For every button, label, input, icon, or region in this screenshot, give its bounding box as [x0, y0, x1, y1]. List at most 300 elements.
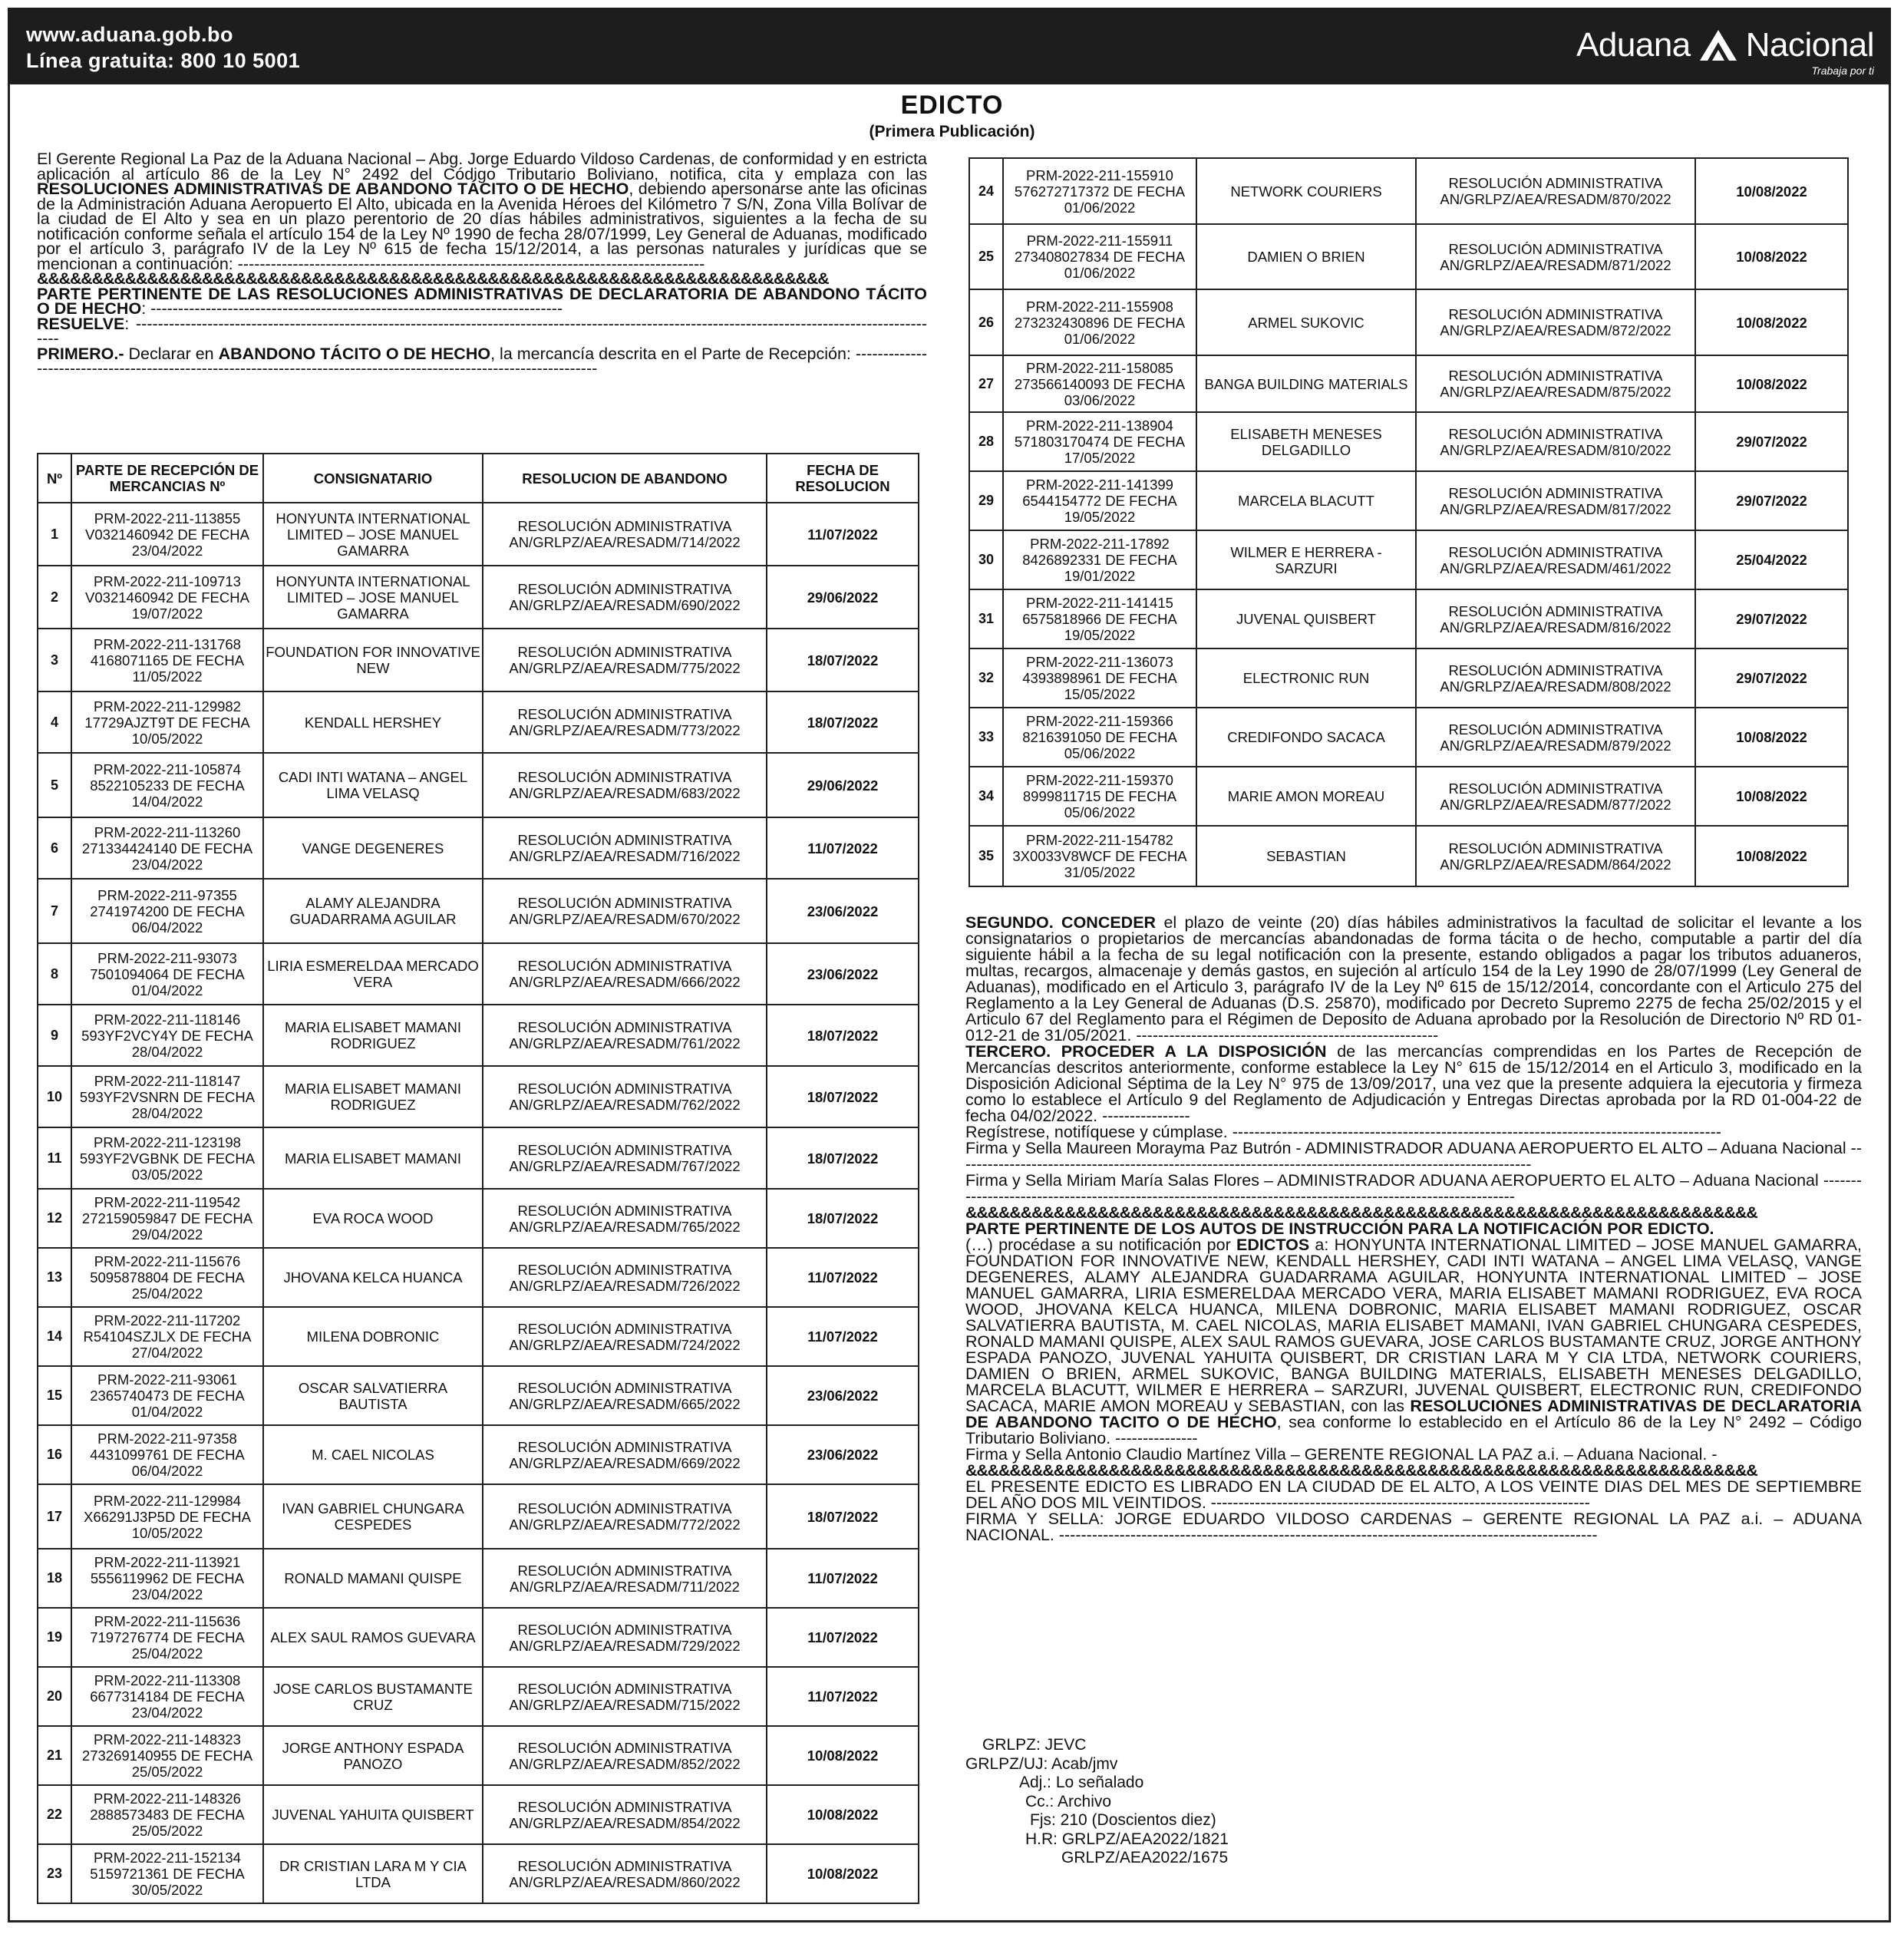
cell-consignatario: JOSE CARLOS BUSTAMANTE CRUZ: [263, 1667, 483, 1726]
sig-line: GRLPZ/AEA2022/1675: [1061, 1849, 1229, 1866]
col-header-resolucion: RESOLUCION DE ABANDONO: [483, 454, 767, 503]
cell-resolucion: [483, 1549, 767, 1608]
cell-fecha: 10/08/2022: [1695, 826, 1848, 886]
resolucion-type: RESOLUCIÓN ADMINISTRATIVA: [517, 1320, 732, 1337]
resolucion-number: AN/GRLPZ/AEA/RESADM/775/2022: [509, 660, 741, 676]
col-header-parte: PARTE DE RECEPCIÓN DE MERCANCIAS Nº: [71, 454, 263, 503]
cell-consignatario: BANGA BUILDING MATERIALS: [1196, 355, 1416, 412]
cell-number: 4: [38, 691, 71, 753]
resolucion-type: RESOLUCIÓN ADMINISTRATIVA: [517, 1621, 732, 1638]
resolucion-type: RESOLUCIÓN ADMINISTRATIVA: [517, 644, 732, 660]
cell-resolucion: [483, 879, 767, 943]
resolucion-number: AN/GRLPZ/AEA/RESADM/879/2022: [1440, 737, 1671, 754]
cell-resolucion: [483, 1248, 767, 1307]
table-row: [38, 879, 919, 943]
cell-number: 15: [38, 1366, 71, 1425]
firma-line-2: Firma y Sella Miriam María Salas Flores – ADMINISTRADOR ADUANA AEROPUERTO EL ALTO – Aduana Nacional -----------------------------------------------------------------------------------------------------------: [965, 1171, 1862, 1206]
table-row: [38, 1366, 919, 1425]
cell-number: 31: [969, 589, 1003, 649]
cell-fecha: 29/07/2022: [1695, 412, 1848, 471]
cell-number: 17: [38, 1484, 71, 1549]
resolucion-type: RESOLUCIÓN ADMINISTRATIVA: [1448, 780, 1663, 797]
sig-line: GRLPZ/UJ: Acab/jmv: [965, 1754, 1118, 1773]
cell-fecha: 29/07/2022: [1695, 471, 1848, 530]
resolucion-number: AN/GRLPZ/AEA/RESADM/683/2022: [509, 785, 741, 801]
table-row: [969, 649, 1848, 708]
cell-fecha: 10/08/2022: [1695, 224, 1848, 289]
resolucion-number: AN/GRLPZ/AEA/RESADM/669/2022: [509, 1454, 741, 1471]
header-bar: [8, 8, 1891, 84]
cell-number: 13: [38, 1248, 71, 1307]
resolucion-type: RESOLUCIÓN ADMINISTRATIVA: [517, 1379, 732, 1396]
table-header-row: [38, 454, 919, 503]
intro-paragraph: El Gerente Regional La Paz de la Aduana Nacional – Abg. Jorge Eduardo Vildoso Cardenas, de conformidad y en estricta aplicación al artículo 86 de la Ley N° 2492 del Código Tributario Boliviano, notifica, cita y emplaza con las RESOLUCIONES ADMINISTRATIVAS DE ABANDONO TÁCITO O DE HECHO, debiendo apersonarse ante las oficinas de la Administración Aduana Aeropuerto El Alto, ubicada en la Avenida Héroes del Kilómetro 7 S/N, Zona Villa Bolívar de la ciudad de El Alto y sea en un plazo perentorio de 20 días hábiles administrativos, siguientes a la fecha de su notificación conforme señala el artículo 154 de la Ley Nº 1990 de fecha 28/07/1999, Ley General de Aduanas, modificado por el artículo 3, parágrafo IV de la Ley Nº 615 de fecha 15/12/2014, a las personas naturales y jurídicas que se mencionan a continuación: -------------------------------------------------------------------------------------: [37, 150, 927, 273]
firma-final: FIRMA Y SELLA: JORGE EDUARDO VILDOSO CARDENAS – GERENTE REGIONAL LA PAZ a.i. – ADUANA NACIONAL. --------------------------------------------------------------------------------------------------: [965, 1510, 1862, 1544]
table-row: [969, 289, 1848, 355]
signature-block: [965, 1736, 1229, 1868]
resolucion-type: RESOLUCIÓN ADMINISTRATIVA: [1448, 175, 1663, 191]
cell-fecha: 18/07/2022: [767, 1127, 919, 1189]
cell-parte-recepcion: PRM-2022-211-109713 V0321460942 DE FECHA 19/07/2022: [71, 566, 263, 629]
cell-parte-recepcion: PRM-2022-211-97358 4431099761 DE FECHA 06/04/2022: [71, 1425, 263, 1484]
cell-number: 33: [969, 708, 1003, 767]
cell-number: 8: [38, 943, 71, 1005]
cell-parte-recepcion: PRM-2022-211-105874 8522105233 DE FECHA 14/04/2022: [71, 753, 263, 817]
cell-consignatario: CREDIFONDO SACACA: [1196, 708, 1416, 767]
cell-consignatario: M. CAEL NICOLAS: [263, 1425, 483, 1484]
logo-mark-icon: [1697, 28, 1740, 62]
table-row: [38, 1005, 919, 1066]
cell-consignatario: CADI INTI WATANA – ANGEL LIMA VELASQ: [263, 753, 483, 817]
cell-number: 7: [38, 879, 71, 943]
cell-parte-recepcion: PRM-2022-211-113260 271334424140 DE FECHA 23/04/2022: [71, 817, 263, 879]
cell-fecha: 10/08/2022: [767, 1785, 919, 1844]
table-row: [969, 708, 1848, 767]
cell-parte-recepcion: PRM-2022-211-131768 4168071165 DE FECHA 11/05/2022: [71, 629, 263, 691]
cell-number: 24: [969, 158, 1003, 224]
resolucion-number: AN/GRLPZ/AEA/RESADM/765/2022: [509, 1218, 741, 1235]
resolucion-type: RESOLUCIÓN ADMINISTRATIVA: [517, 1438, 732, 1455]
resolucion-number: AN/GRLPZ/AEA/RESADM/729/2022: [509, 1637, 741, 1654]
resolucion-number: AN/GRLPZ/AEA/RESADM/714/2022: [509, 534, 741, 550]
cell-consignatario: JHOVANA KELCA HUANCA: [263, 1248, 483, 1307]
cell-parte-recepcion: PRM-2022-211-129984 X66291J3P5D DE FECHA 10/05/2022: [71, 1484, 263, 1549]
cell-fecha: 23/06/2022: [767, 943, 919, 1005]
table-row: [38, 753, 919, 817]
cell-resolucion: [483, 1608, 767, 1667]
cell-parte-recepcion: PRM-2022-211-97355 2741974200 DE FECHA 06/04/2022: [71, 879, 263, 943]
cell-fecha: 23/06/2022: [767, 1425, 919, 1484]
table-row: [38, 1844, 919, 1903]
cell-parte-recepcion: PRM-2022-211-17892 8426892331 DE FECHA 19/01/2022: [1003, 530, 1196, 589]
cell-resolucion: [1416, 471, 1695, 530]
resolucion-type: RESOLUCIÓN ADMINISTRATIVA: [517, 832, 732, 848]
table-row: [38, 503, 919, 566]
cell-fecha: 10/08/2022: [767, 1844, 919, 1903]
cell-number: 12: [38, 1189, 71, 1248]
cell-fecha: 10/08/2022: [1695, 708, 1848, 767]
resolucion-type: RESOLUCIÓN ADMINISTRATIVA: [517, 1019, 732, 1035]
col-header-fecha: FECHA DE RESOLUCION: [767, 454, 919, 503]
table-right: [968, 157, 1849, 887]
cell-parte-recepcion: PRM-2022-211-158085 273566140093 DE FECHA 03/06/2022: [1003, 355, 1196, 412]
cell-number: 25: [969, 224, 1003, 289]
cell-consignatario: KENDALL HERSHEY: [263, 691, 483, 753]
sig-line: GRLPZ: JEVC: [982, 1736, 1087, 1754]
table-row: [38, 1307, 919, 1366]
cell-consignatario: OSCAR SALVATIERRA BAUTISTA: [263, 1366, 483, 1425]
cell-resolucion: [483, 1127, 767, 1189]
resolucion-type: RESOLUCIÓN ADMINISTRATIVA: [1448, 425, 1663, 442]
cell-parte-recepcion: PRM-2022-211-155911 273408027834 DE FECHA 01/06/2022: [1003, 224, 1196, 289]
cell-resolucion: [1416, 767, 1695, 826]
cell-resolucion: [483, 943, 767, 1005]
cell-resolucion: [483, 817, 767, 879]
resolucion-number: AN/GRLPZ/AEA/RESADM/864/2022: [1440, 856, 1671, 873]
cell-parte-recepcion: PRM-2022-211-117202 R54104SZJLX DE FECHA 27/04/2022: [71, 1307, 263, 1366]
cell-number: 22: [38, 1785, 71, 1844]
cell-resolucion: [1416, 224, 1695, 289]
cell-parte-recepcion: PRM-2022-211-123198 593YF2VGBNK DE FECHA 03/05/2022: [71, 1127, 263, 1189]
sig-line: Adj.: Lo señalado: [1019, 1774, 1144, 1791]
table-row: [38, 566, 919, 629]
resolucion-type: RESOLUCIÓN ADMINISTRATIVA: [1448, 543, 1663, 560]
cell-parte-recepcion: PRM-2022-211-118147 593YF2VSNRN DE FECHA 28/04/2022: [71, 1066, 263, 1127]
cell-fecha: 11/07/2022: [767, 1608, 919, 1667]
sig-line: Cc.: Archivo: [1025, 1792, 1112, 1810]
table-row: [969, 589, 1848, 649]
cell-fecha: 29/06/2022: [767, 566, 919, 629]
cell-consignatario: SEBASTIAN: [1196, 826, 1416, 886]
cell-number: 3: [38, 629, 71, 691]
resolucion-number: AN/GRLPZ/AEA/RESADM/854/2022: [509, 1814, 741, 1831]
resolucion-type: RESOLUCIÓN ADMINISTRATIVA: [1448, 484, 1663, 501]
cell-consignatario: MARIA ELISABET MAMANI: [263, 1127, 483, 1189]
cell-fecha: 10/08/2022: [1695, 158, 1848, 224]
cell-fecha: 11/07/2022: [767, 1549, 919, 1608]
resolucion-number: AN/GRLPZ/AEA/RESADM/872/2022: [1440, 322, 1671, 338]
cell-number: 9: [38, 1005, 71, 1066]
header-contact: [26, 21, 300, 74]
ampersand-separator-2: &&&&&&&&&&&&&&&&&&&&&&&&&&&&&&&&&&&&&&&&&&&&&&&&&&&&&&&&&&&&&&&&&&&&&&&&: [965, 1205, 1757, 1221]
cell-resolucion: [483, 566, 767, 629]
resolucion-number: AN/GRLPZ/AEA/RESADM/670/2022: [509, 911, 741, 927]
cell-resolucion: [483, 629, 767, 691]
cell-parte-recepcion: PRM-2022-211-159366 8216391050 DE FECHA 05/06/2022: [1003, 708, 1196, 767]
resolucion-number: AN/GRLPZ/AEA/RESADM/461/2022: [1440, 559, 1671, 576]
cell-parte-recepcion: PRM-2022-211-152134 5159721361 DE FECHA 30/05/2022: [71, 1844, 263, 1903]
table-row: [38, 1484, 919, 1549]
cell-number: 14: [38, 1307, 71, 1366]
document-subtitle: (Primera Publicación): [869, 123, 1035, 140]
cell-number: 28: [969, 412, 1003, 471]
parte-pertinente-heading: PARTE PERTINENTE DE LAS RESOLUCIONES ADMINISTRATIVAS DE DECLARATORIA DE ABANDONO TÁCITO O DE HECHO: ---------------------------------------------------------------------------: [37, 284, 927, 318]
table-row: [38, 1726, 919, 1785]
resolucion-type: RESOLUCIÓN ADMINISTRATIVA: [1448, 721, 1663, 738]
cell-parte-recepcion: PRM-2022-211-136073 4393898961 DE FECHA 15/05/2022: [1003, 649, 1196, 708]
cell-parte-recepcion: PRM-2022-211-141399 6544154772 DE FECHA 19/05/2022: [1003, 471, 1196, 530]
resolucion-type: RESOLUCIÓN ADMINISTRATIVA: [517, 1857, 732, 1874]
cell-number: 6: [38, 817, 71, 879]
cell-parte-recepcion: PRM-2022-211-148326 2888573483 DE FECHA 25/05/2022: [71, 1785, 263, 1844]
cell-fecha: 25/04/2022: [1695, 530, 1848, 589]
cell-resolucion: [1416, 708, 1695, 767]
table-row: [38, 1608, 919, 1667]
table-row: [38, 691, 919, 753]
autos-heading: PARTE PERTINENTE DE LOS AUTOS DE INSTRUCCIÓN PARA LA NOTIFICACIÓN POR EDICTO.: [965, 1219, 1714, 1238]
resolucion-type: RESOLUCIÓN ADMINISTRATIVA: [517, 1798, 732, 1815]
table-row: [969, 530, 1848, 589]
resolucion-type: RESOLUCIÓN ADMINISTRATIVA: [517, 1562, 732, 1579]
resolucion-type: RESOLUCIÓN ADMINISTRATIVA: [517, 1261, 732, 1278]
segundo-paragraph: SEGUNDO. CONCEDER el plazo de veinte (20) días hábiles administrativos la facultad de solicitar el levante a los consignatarios o propietarios de mercancías abandonadas de forma tácita o de hecho, computable a partir del día siguiente hábil a la fecha de su legal notificación con la presente, estando obligados a pagar los tributos aduaneros, multas, recargos, almacenaje y demás gastos, en sujeción al artículo 154 de la Ley 1990 de 28/07/1999 (Ley General de Aduanas), modificado en el Articulo 3, parágrafo IV de la Ley Nº 615 de 15/12/2014, concordante con el Articulo 275 del Reglamento a la Ley General de Aduanas (D.S. 25870), modificado por Decreto Supremo 2275 de fecha 25/02/2015 y el Articulo 67 del Reglamento para el Régimen de Deposito de Aduana aprobado por la Resolución de Directorio Nº RD 01-012-21 de 31/05/2021. -------------------------------------------------------: [965, 913, 1862, 1045]
cell-consignatario: MARIE AMON MOREAU: [1196, 767, 1416, 826]
resolucion-number: AN/GRLPZ/AEA/RESADM/871/2022: [1440, 256, 1671, 273]
table-row: [38, 817, 919, 879]
resolucion-number: AN/GRLPZ/AEA/RESADM/808/2022: [1440, 678, 1671, 695]
cell-parte-recepcion: PRM-2022-211-119542 272159059847 DE FECHA 29/04/2022: [71, 1189, 263, 1248]
cell-fecha: 29/06/2022: [767, 753, 919, 817]
registrese-line: Regístrese, notifíquese y cúmplase. -----------------------------------------------------------------------------------------: [965, 1123, 1721, 1141]
table-row: [38, 1248, 919, 1307]
resolucion-type: RESOLUCIÓN ADMINISTRATIVA: [517, 1500, 732, 1517]
cell-fecha: 11/07/2022: [767, 817, 919, 879]
cell-number: 18: [38, 1549, 71, 1608]
resolucion-type: RESOLUCIÓN ADMINISTRATIVA: [1448, 368, 1663, 384]
cell-parte-recepcion: PRM-2022-211-93073 7501094064 DE FECHA 01/04/2022: [71, 943, 263, 1005]
cell-resolucion: [483, 1726, 767, 1785]
cell-resolucion: [1416, 158, 1695, 224]
resolucion-type: RESOLUCIÓN ADMINISTRATIVA: [517, 958, 732, 974]
resolucion-number: AN/GRLPZ/AEA/RESADM/690/2022: [509, 597, 741, 613]
resolucion-type: RESOLUCIÓN ADMINISTRATIVA: [1448, 662, 1663, 678]
resolucion-number: AN/GRLPZ/AEA/RESADM/852/2022: [509, 1755, 741, 1772]
cell-fecha: 18/07/2022: [767, 629, 919, 691]
cell-resolucion: [483, 1066, 767, 1127]
table-row: [969, 826, 1848, 886]
resolucion-number: AN/GRLPZ/AEA/RESADM/761/2022: [509, 1035, 741, 1051]
table-row: [38, 1549, 919, 1608]
resolucion-number: AN/GRLPZ/AEA/RESADM/715/2022: [509, 1696, 741, 1713]
cell-parte-recepcion: PRM-2022-211-113921 5556119962 DE FECHA 23/04/2022: [71, 1549, 263, 1608]
cell-consignatario: HONYUNTA INTERNATIONAL LIMITED – JOSE MANUEL GAMARRA: [263, 566, 483, 629]
resolucion-number: AN/GRLPZ/AEA/RESADM/817/2022: [1440, 500, 1671, 517]
resolucion-number: AN/GRLPZ/AEA/RESADM/724/2022: [509, 1336, 741, 1353]
cell-consignatario: DAMIEN O BRIEN: [1196, 224, 1416, 289]
cell-resolucion: [483, 1366, 767, 1425]
resolucion-type: RESOLUCIÓN ADMINISTRATIVA: [517, 1081, 732, 1097]
cell-resolucion: [483, 503, 767, 566]
cell-consignatario: IVAN GABRIEL CHUNGARA CESPEDES: [263, 1484, 483, 1549]
aduana-logo: [1552, 21, 1874, 79]
website-link[interactable]: www.aduana.gob.bo: [26, 23, 233, 46]
table-row: [969, 767, 1848, 826]
cell-fecha: 10/08/2022: [1695, 355, 1848, 412]
cell-number: 19: [38, 1608, 71, 1667]
cell-fecha: 18/07/2022: [767, 1005, 919, 1066]
table-left: [37, 453, 919, 1904]
cell-consignatario: HONYUNTA INTERNATIONAL LIMITED – JOSE MANUEL GAMARRA: [263, 503, 483, 566]
cell-fecha: 23/06/2022: [767, 879, 919, 943]
resolucion-type: RESOLUCIÓN ADMINISTRATIVA: [517, 581, 732, 597]
cell-parte-recepcion: PRM-2022-211-155910 576272717372 DE FECHA 01/06/2022: [1003, 158, 1196, 224]
cell-resolucion: [1416, 412, 1695, 471]
logo-text-left: Aduana: [1576, 26, 1691, 64]
resolucion-type: RESOLUCIÓN ADMINISTRATIVA: [517, 1142, 732, 1158]
cell-resolucion: [483, 1425, 767, 1484]
cell-fecha: 18/07/2022: [767, 1484, 919, 1549]
resolucion-number: AN/GRLPZ/AEA/RESADM/762/2022: [509, 1097, 741, 1113]
cell-fecha: 11/07/2022: [767, 1307, 919, 1366]
cell-parte-recepcion: PRM-2022-211-115676 5095878804 DE FECHA 25/04/2022: [71, 1248, 263, 1307]
resolucion-number: AN/GRLPZ/AEA/RESADM/877/2022: [1440, 796, 1671, 813]
resolucion-number: AN/GRLPZ/AEA/RESADM/711/2022: [510, 1578, 740, 1595]
resolution-text: [965, 915, 1862, 1543]
resolucion-type: RESOLUCIÓN ADMINISTRATIVA: [517, 769, 732, 785]
table-row: [38, 943, 919, 1005]
cell-parte-recepcion: PRM-2022-211-93061 2365740473 DE FECHA 01/04/2022: [71, 1366, 263, 1425]
primero-paragraph: PRIMERO.- Declarar en ABANDONO TÁCITO O DE HECHO, la mercancía descrita en el Parte de Recepción: -------------------------------------------------------------------------------------------------------------------: [37, 344, 927, 378]
cell-number: 5: [38, 753, 71, 817]
tercero-paragraph: TERCERO. PROCEDER A LA DISPOSICIÓN de las mercancías comprendidas en los Partes de Recepción de Mercancías descritos anteriormente, conforme establece la Ley N° 615 de 15/12/2014 en el Articulo 3, modificado en la Disposición Adicional Séptima de la Ley N° 975 de 13/09/2017, una vez que la presente adquiera la ejecutoria y firmeza como lo establece el Artículo 9 del Reglamento de Adjudicación y Entregas Directas aprobada por la RD 01-004-22 de fecha 04/02/2022. ----------------: [965, 1042, 1862, 1125]
cell-number: 2: [38, 566, 71, 629]
document-title: EDICTO: [900, 91, 1004, 120]
cell-resolucion: [1416, 530, 1695, 589]
resolucion-number: AN/GRLPZ/AEA/RESADM/767/2022: [509, 1158, 741, 1174]
cell-parte-recepcion: PRM-2022-211-118146 593YF2VCY4Y DE FECHA 28/04/2022: [71, 1005, 263, 1066]
table-row: [38, 1425, 919, 1484]
cell-parte-recepcion: PRM-2022-211-113308 6677314184 DE FECHA 23/04/2022: [71, 1667, 263, 1726]
cell-fecha: 18/07/2022: [767, 1066, 919, 1127]
col-header-consignatario: CONSIGNATARIO: [263, 454, 483, 503]
cell-parte-recepcion: PRM-2022-211-129982 17729AJZT9T DE FECHA 10/05/2022: [71, 691, 263, 753]
cell-consignatario: MARIA ELISABET MAMANI RODRIGUEZ: [263, 1066, 483, 1127]
cell-fecha: 11/07/2022: [767, 1248, 919, 1307]
resolucion-type: RESOLUCIÓN ADMINISTRATIVA: [517, 895, 732, 911]
cell-number: 29: [969, 471, 1003, 530]
cell-fecha: 23/06/2022: [767, 1366, 919, 1425]
resolucion-number: AN/GRLPZ/AEA/RESADM/716/2022: [509, 848, 741, 864]
table-row: [38, 1127, 919, 1189]
cell-number: 21: [38, 1726, 71, 1785]
cell-parte-recepcion: PRM-2022-211-141415 6575818966 DE FECHA 19/05/2022: [1003, 589, 1196, 649]
table-row: [38, 1785, 919, 1844]
cell-resolucion: [483, 1005, 767, 1066]
cell-fecha: 10/08/2022: [767, 1726, 919, 1785]
cell-resolucion: [1416, 289, 1695, 355]
cell-consignatario: MILENA DOBRONIC: [263, 1307, 483, 1366]
resolucion-type: RESOLUCIÓN ADMINISTRATIVA: [517, 1739, 732, 1756]
table-row: [969, 355, 1848, 412]
cell-resolucion: [483, 1307, 767, 1366]
resuelve-line: RESUELVE: ----------------------------------------------------------------------------------------------------------------------------------------------------: [37, 314, 927, 348]
cell-consignatario: FOUNDATION FOR INNOVATIVE NEW: [263, 629, 483, 691]
cell-consignatario: LIRIA ESMERELDAA MERCADO VERA: [263, 943, 483, 1005]
cell-consignatario: NETWORK COURIERS: [1196, 158, 1416, 224]
table-row: [969, 471, 1848, 530]
cell-resolucion: [483, 691, 767, 753]
cell-number: 32: [969, 649, 1003, 708]
cell-consignatario: MARCELA BLACUTT: [1196, 471, 1416, 530]
table-row: [969, 224, 1848, 289]
cell-resolucion: [483, 1785, 767, 1844]
cell-fecha: 10/08/2022: [1695, 289, 1848, 355]
table-row: [969, 412, 1848, 471]
table-row: [38, 1667, 919, 1726]
cell-parte-recepcion: PRM-2022-211-138904 571803170474 DE FECHA 17/05/2022: [1003, 412, 1196, 471]
cell-parte-recepcion: PRM-2022-211-113855 V0321460942 DE FECHA 23/04/2022: [71, 503, 263, 566]
cell-consignatario: EVA ROCA WOOD: [263, 1189, 483, 1248]
cell-resolucion: [483, 753, 767, 817]
table-row: [969, 158, 1848, 224]
resolucion-type: RESOLUCIÓN ADMINISTRATIVA: [1448, 240, 1663, 257]
resolucion-type: RESOLUCIÓN ADMINISTRATIVA: [1448, 602, 1663, 619]
cell-fecha: 18/07/2022: [767, 1189, 919, 1248]
cell-parte-recepcion: PRM-2022-211-159370 8999811715 DE FECHA 05/06/2022: [1003, 767, 1196, 826]
cell-number: 30: [969, 530, 1003, 589]
resolucion-type: RESOLUCIÓN ADMINISTRATIVA: [517, 1202, 732, 1219]
cell-fecha: 18/07/2022: [767, 691, 919, 753]
cell-consignatario: ALEX SAUL RAMOS GUEVARA: [263, 1608, 483, 1667]
resolucion-number: AN/GRLPZ/AEA/RESADM/772/2022: [509, 1517, 741, 1533]
cell-number: 10: [38, 1066, 71, 1127]
cell-consignatario: VANGE DEGENERES: [263, 817, 483, 879]
resolucion-number: AN/GRLPZ/AEA/RESADM/666/2022: [509, 974, 741, 990]
cell-number: 23: [38, 1844, 71, 1903]
table-row: [38, 629, 919, 691]
ampersand-separator: &&&&&&&&&&&&&&&&&&&&&&&&&&&&&&&&&&&&&&&&&&&&&&&&&&&&&&&&&&&&&&&&&&&&&&&&: [37, 272, 829, 287]
firma-line-3: Firma y Sella Antonio Claudio Martínez Villa – GERENTE REGIONAL LA PAZ a.i. – Aduana Nacional. -: [965, 1445, 1718, 1464]
cell-resolucion: [483, 1667, 767, 1726]
col-header-num: Nº: [38, 454, 71, 503]
cell-fecha: 29/07/2022: [1695, 649, 1848, 708]
ampersand-separator-3: &&&&&&&&&&&&&&&&&&&&&&&&&&&&&&&&&&&&&&&&&&&&&&&&&&&&&&&&&&&&&&&&&&&&&&&&: [965, 1463, 1757, 1479]
presente-edicto: EL PRESENTE EDICTO ES LIBRADO EN LA CIUDAD DE EL ALTO, A LOS VEINTE DIAS DEL MES DE SEPTIEMBRE DEL AÑO DOS MIL VEINTIDOS. ---------------------------------------------------------------------: [965, 1477, 1862, 1512]
cell-parte-recepcion: PRM-2022-211-148323 273269140955 DE FECHA 25/05/2022: [71, 1726, 263, 1785]
cell-fecha: 10/08/2022: [1695, 767, 1848, 826]
resolucion-type: RESOLUCIÓN ADMINISTRATIVA: [517, 518, 732, 534]
cell-consignatario: JUVENAL QUISBERT: [1196, 589, 1416, 649]
cell-fecha: 11/07/2022: [767, 503, 919, 566]
firma-line-1: Firma y Sella Maureen Morayma Paz Butrón - ADMINISTRADOR ADUANA AEROPUERTO EL ALTO – Aduana Nacional ---------------------------------------------------------------------------------------------------------: [965, 1139, 1862, 1173]
cell-number: 34: [969, 767, 1003, 826]
resolucion-number: AN/GRLPZ/AEA/RESADM/665/2022: [509, 1395, 741, 1412]
phone-line: Línea gratuita: 800 10 5001: [26, 49, 301, 72]
cell-consignatario: ALAMY ALEJANDRA GUADARRAMA AGUILAR: [263, 879, 483, 943]
resolucion-number: AN/GRLPZ/AEA/RESADM/875/2022: [1440, 384, 1671, 400]
resolucion-type: RESOLUCIÓN ADMINISTRATIVA: [517, 706, 732, 722]
cell-resolucion: [1416, 826, 1695, 886]
cell-parte-recepcion: PRM-2022-211-115636 7197276774 DE FECHA 25/04/2022: [71, 1608, 263, 1667]
cell-consignatario: ELECTRONIC RUN: [1196, 649, 1416, 708]
intro-text: [37, 152, 927, 377]
cell-resolucion: [483, 1484, 767, 1549]
resolucion-number: AN/GRLPZ/AEA/RESADM/810/2022: [1440, 441, 1671, 458]
sig-line: Fjs: 210 (Doscientos diez): [1030, 1811, 1216, 1829]
logo-tagline: Trabaja por ti: [1811, 64, 1874, 77]
cell-consignatario: JUVENAL YAHUITA QUISBERT: [263, 1785, 483, 1844]
resolucion-type: RESOLUCIÓN ADMINISTRATIVA: [1448, 840, 1663, 856]
cell-number: 16: [38, 1425, 71, 1484]
sig-line: H.R: GRLPZ/AEA2022/1821: [1025, 1830, 1229, 1848]
cell-resolucion: [1416, 355, 1695, 412]
cell-number: 1: [38, 503, 71, 566]
resolucion-number: AN/GRLPZ/AEA/RESADM/860/2022: [509, 1873, 741, 1890]
procedase-paragraph: (…) procédase a su notificación por EDICTOS a: HONYUNTA INTERNATIONAL LIMITED – JOSE MANUEL GAMARRA, FOUNDATION FOR INNOVATIVE NEW, KENDALL HERSHEY, CADI INTI WATANA – ANGEL LIMA VELASQ, VANGE DEGENERES, ALAMY ALEJANDRA GUADARRAMA AGUILAR, HONYUNTA INTERNATIONAL LIMITED – JOSE MANUEL GAMARRA, LIRIA ESMERELDAA MERCADO VERA, MARIA ELISABET MAMANI RODRIGUEZ, EVA ROCA WOOD, JHOVANA KELCA HUANCA, MILENA DOBRONIC, MARIA ELISABET MAMANI RODRIGUEZ, OSCAR SALVATIERRA BAUTISTA, M. CAEL NICOLAS, MARIA ELISABET MAMANI, IVAN GABRIEL CHUNGARA CESPEDES, RONALD MAMANI QUISPE, ALEX SAUL RAMOS GUEVARA, JOSE CARLOS BUSTAMANTE CRUZ, JORGE ANTHONY ESPADA PANOZO, JUVENAL YAHUITA QUISBERT, DR CRISTIAN LARA M Y CIA LTDA, NETWORK COURIERS, DAMIEN O BRIEN, ARMEL SUKOVIC, BANGA BUILDING MATERIALS, ELISABETH MENESES DELGADILLO, MARCELA BLACUTT, WILMER E HERRERA – SARZURI, JUVENAL QUISBERT, ELECTRONIC RUN, CREDIFONDO SACACA, MARIE AMON MOREAU y SEBASTIAN, con las RESOLUCIONES ADMINISTRATIVAS DE DECLARATORIA DE ABANDONO TACITO O DE HECHO, sea conforme lo establecido en el Artículo 86 de la Ley N° 2492 – Código Tributario Boliviano. ---------------: [965, 1236, 1862, 1447]
cell-consignatario: ELISABETH MENESES DELGADILLO: [1196, 412, 1416, 471]
resolucion-type: RESOLUCIÓN ADMINISTRATIVA: [1448, 306, 1663, 322]
cell-parte-recepcion: PRM-2022-211-154782 3X0033V8WCF DE FECHA 31/05/2022: [1003, 826, 1196, 886]
